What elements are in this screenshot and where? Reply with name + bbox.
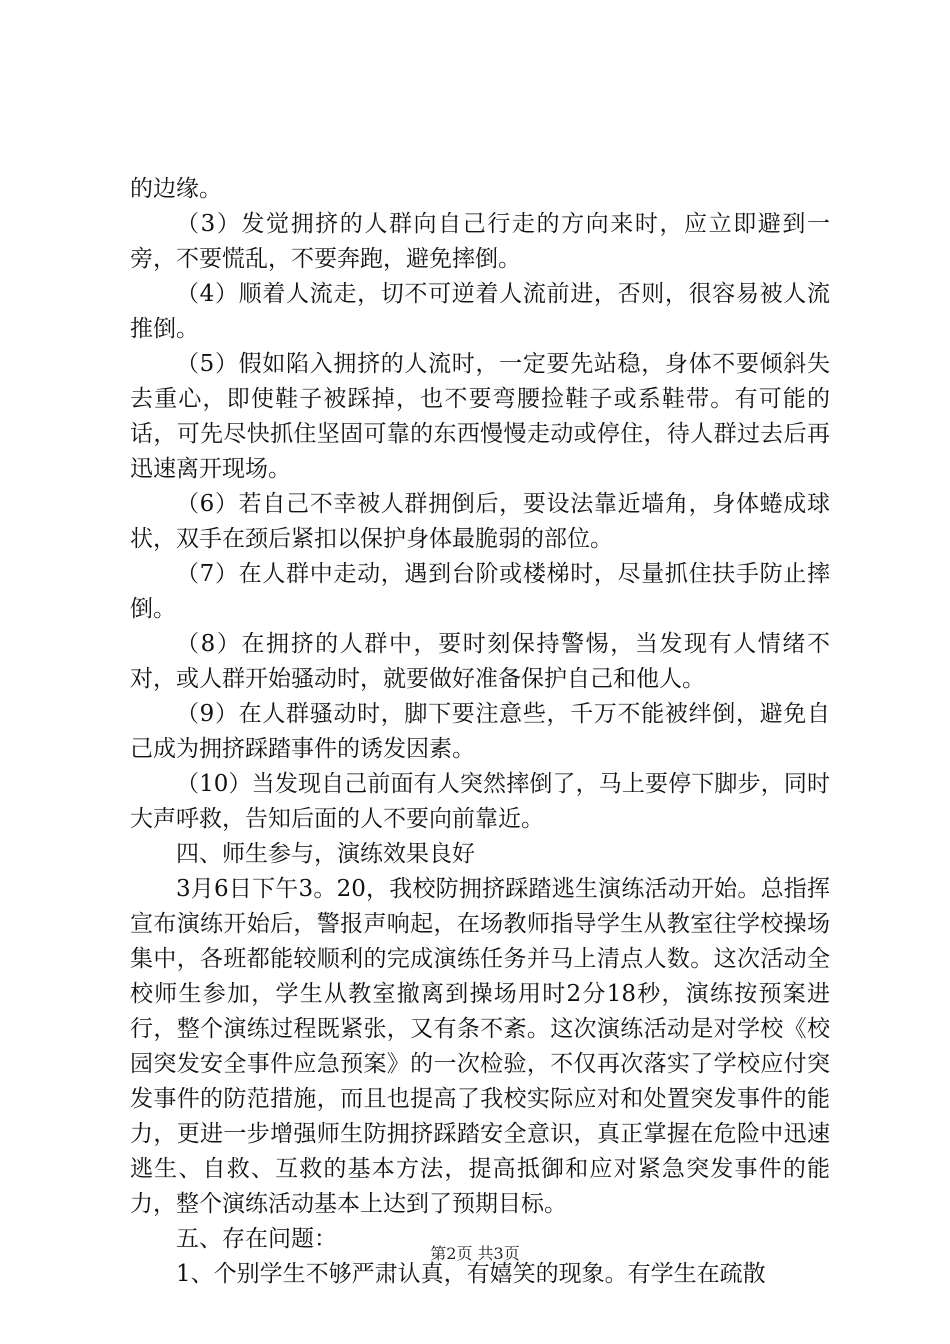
document-body <box>130 172 830 1292</box>
paragraph-item-4: （4）顺着人流走，切不可逆着人流前进，否则，很容易被人流推倒。 <box>130 281 830 342</box>
paragraph-item-5: （5）假如陷入拥挤的人流时，一定要先站稳，身体不要倾斜失去重心，即使鞋子被踩掉，也不要弯腰捡鞋子或系鞋带。有可能的话，可先尽快抓住坚固可靠的东西慢慢走动或停住，待人群过去后再迅速离开现场。 <box>130 351 830 482</box>
paragraph-item-3: （3）发觉拥挤的人群向自己行走的方向来时，应立即避到一旁，不要慌乱，不要奔跑，避免摔倒。 <box>130 211 830 272</box>
paragraph-drill-summary: 3月6日下午3。20，我校防拥挤踩踏逃生演练活动开始。总指挥宣布演练开始后，警报声响起，在场教师指导学生从教室往学校操场集中，各班都能较顺利的完成演练任务并马上清点人数。这次活动全校师生参加，学生从教室撤离到操场用时2分18秒，演练按预案进行，整个演练过程既紧张，又有条不紊。这次演练活动是对学校《校园突发安全事件应急预案》的一次检验，不仅再次落实了学校应付突发事件的防范措施，而且也提高了我校实际应对和处置突发事件的能力，更进一步增强师生防拥挤踩踏安全意识，真正掌握在危险中迅速逃生、自救、互救的基本方法，提高抵御和应对紧急突发事件的能力，整个演练活动基本上达到了预期目标。 <box>130 876 830 1217</box>
paragraph-item-9: （9）在人群骚动时，脚下要注意些，千万不能被绊倒，避免自己成为拥挤踩踏事件的诱发因素。 <box>130 701 830 762</box>
paragraph-item-7: （7）在人群中走动，遇到台阶或楼梯时，尽量抓住扶手防止摔倒。 <box>130 561 830 622</box>
section-heading-4: 四、师生参与，演练效果良好 <box>176 841 475 867</box>
paragraph-item-6: （6）若自己不幸被人群拥倒后，要设法靠近墙角，身体蜷成球状，双手在颈后紧扣以保护身体最脆弱的部位。 <box>130 491 830 552</box>
paragraph-problem-1: 1、个别学生不够严肃认真，有嬉笑的现象。有学生在疏散 <box>176 1261 766 1287</box>
paragraph-item-8: （8）在拥挤的人群中，要时刻保持警惕，当发现有人情绪不对，或人群开始骚动时，就要做好准备保护自己和他人。 <box>130 631 830 692</box>
section-heading-5: 五、存在问题： <box>176 1226 337 1252</box>
paragraph-item-10: （10）当发现自己前面有人突然摔倒了，马上要停下脚步，同时大声呼救，告知后面的人不要向前靠近。 <box>130 771 830 832</box>
paragraph-continuation: 的边缘。 <box>130 176 222 202</box>
page-number-footer: 第2页 共3页 <box>430 1244 520 1263</box>
